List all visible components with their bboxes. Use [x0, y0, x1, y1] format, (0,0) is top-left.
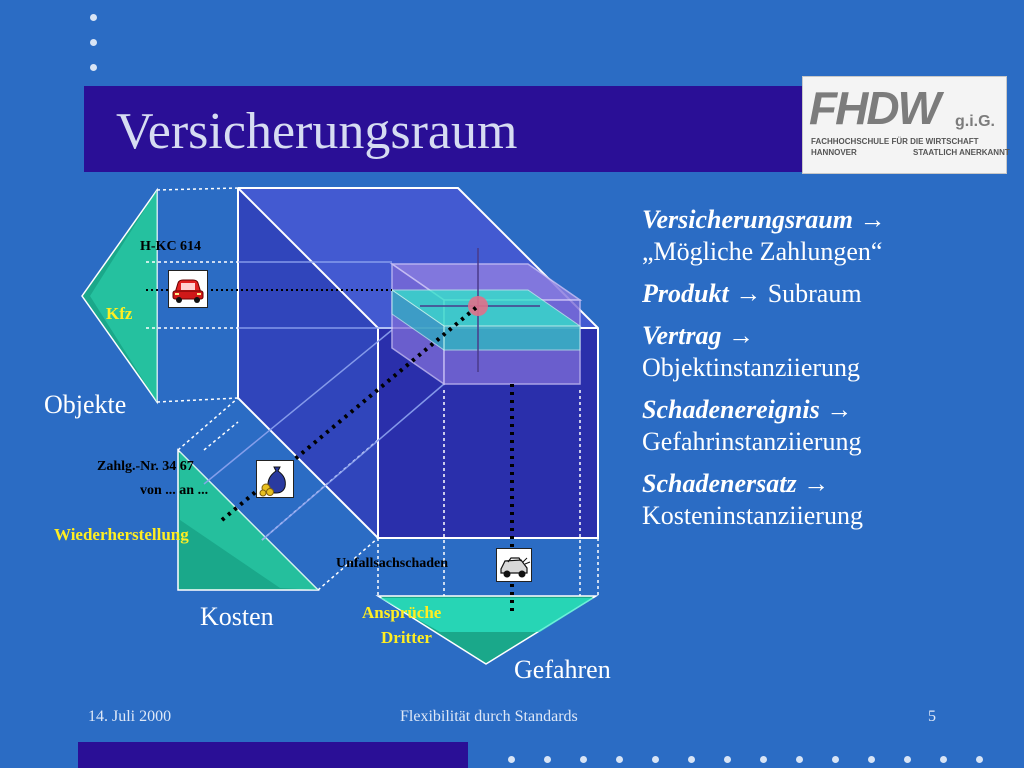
gefahren-axis-label: Gefahren [514, 655, 611, 684]
objekte-axis-label: Objekte [44, 390, 127, 419]
bottom-bar [78, 742, 468, 768]
damaged-car-icon [496, 548, 532, 582]
decor-dot [868, 756, 875, 763]
slide-title: Versicherungsraum [116, 103, 518, 160]
footer-page-number: 5 [928, 708, 936, 725]
damage-event-point [468, 296, 488, 316]
objekte-axis-highlight [90, 190, 157, 402]
decor-dot [904, 756, 911, 763]
decor-dot [724, 756, 731, 763]
decor-dot [544, 756, 551, 763]
kosten-value-label-1: Zahlg.-Nr. 34 67 [97, 459, 194, 474]
logo-line-2-left: HANNOVER [811, 148, 857, 157]
logo-wordmark: FHDW [809, 82, 939, 134]
money-bag-icon [256, 460, 294, 498]
decor-dot [580, 756, 587, 763]
decor-dot [832, 756, 839, 763]
decor-dot [760, 756, 767, 763]
kosten-category-label: Wiederherstellung [54, 525, 189, 544]
decor-dot [508, 756, 515, 763]
definition-schadenersatz: Schadenersatz → Kosteninstanziierung [642, 469, 863, 530]
objekt-category-label: Kfz [106, 304, 133, 323]
logo-suffix: g.i.G. [955, 113, 995, 130]
definition-schadenereignis: Schadenereignis → Gefahrinstanziierung [642, 395, 862, 456]
red-car-icon [168, 270, 208, 308]
vertrag-slab-front [444, 326, 580, 350]
decor-dot [796, 756, 803, 763]
definition-versicherungsraum: Versicherungsraum → „Mögliche Zahlungen“ [642, 205, 886, 266]
gefahr-category-label-1: Ansprüche [362, 603, 442, 622]
definition-produkt: Produkt → Subraum [642, 279, 862, 308]
decor-dot [616, 756, 623, 763]
footer-title: Flexibilität durch Standards [400, 708, 578, 725]
logo-line-1: FACHHOCHSCHULE FÜR DIE WIRTSCHAFT [811, 137, 979, 146]
gefahr-category-label-2: Dritter [381, 628, 432, 647]
kosten-axis-label: Kosten [200, 602, 274, 631]
decor-dot [652, 756, 659, 763]
kosten-value-label-2: von ... an ... [140, 483, 209, 498]
gefahr-value-label: Unfallsachschaden [336, 556, 449, 571]
decor-dot [976, 756, 983, 763]
decor-dot [940, 756, 947, 763]
objekt-value-label: H-KC 614 [140, 239, 202, 254]
decor-dot [688, 756, 695, 763]
definition-vertrag: Vertrag → Objektinstanziierung [642, 321, 861, 382]
footer-date: 14. Juli 2000 [88, 708, 172, 725]
definitions-list [642, 204, 1012, 542]
logo-line-2-right: STAATLICH ANERKANNT [913, 148, 1010, 157]
